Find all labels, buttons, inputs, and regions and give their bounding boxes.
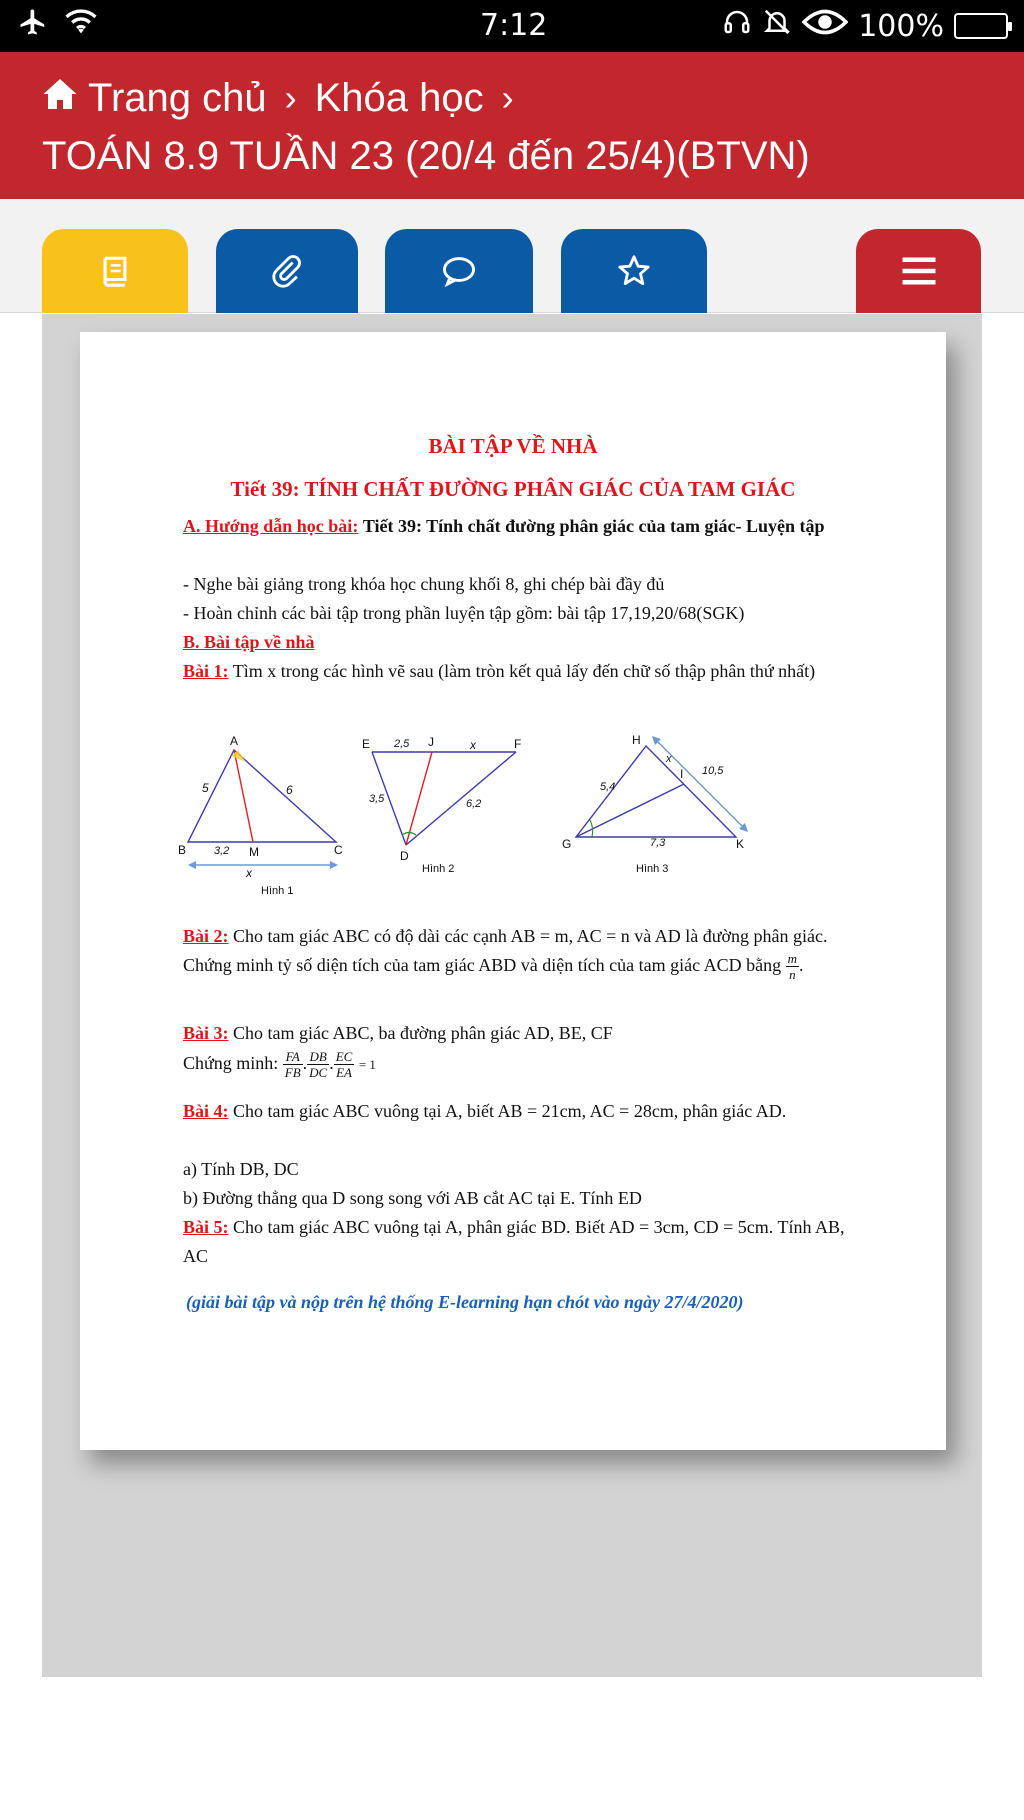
bai-3 bbox=[183, 1019, 863, 1048]
eye-icon bbox=[802, 7, 848, 45]
fig3-label-I: I bbox=[680, 767, 684, 781]
fig2-len-ej: 2,5 bbox=[394, 738, 410, 750]
fig1-len-ac: 6 bbox=[286, 783, 293, 797]
doc-title: BÀI TẬP VỀ NHÀ bbox=[428, 434, 598, 458]
tab-lesson[interactable] bbox=[42, 229, 188, 313]
bai-5 bbox=[183, 1213, 863, 1271]
fig3-len-gk: 7,3 bbox=[650, 837, 666, 849]
doc-subtitle: Tiết 39: TÍNH CHẤT ĐƯỜNG PHÂN GIÁC CỦA TAM GIÁC bbox=[230, 477, 796, 501]
fig2-label-E: E bbox=[362, 737, 371, 751]
status-bar bbox=[0, 0, 1024, 52]
fig3-len-hi: x bbox=[666, 753, 672, 765]
hamburger-icon bbox=[901, 256, 937, 286]
fig3-label-G: G bbox=[562, 837, 572, 851]
fraction-fa-fb: $\frac{FA}{FB}$ bbox=[284, 1049, 301, 1081]
headphones-icon bbox=[722, 7, 752, 45]
paperclip-icon bbox=[270, 254, 304, 288]
bai-5-label: Bài 5: bbox=[183, 1217, 229, 1237]
menu-button[interactable] bbox=[856, 229, 981, 313]
fig1-caption: Hình 1 bbox=[261, 885, 294, 897]
bai-4 bbox=[183, 1097, 863, 1126]
document-viewer[interactable] bbox=[42, 314, 982, 1677]
bai-3-label: Bài 3: bbox=[183, 1023, 229, 1043]
bai-4-b: b) Đường thẳng qua D song song với AB cắt AC tại E. Tính ED bbox=[183, 1188, 642, 1208]
bai-1-label: Bài 1: bbox=[183, 661, 229, 681]
app-header bbox=[0, 52, 1024, 199]
wifi-icon bbox=[64, 7, 98, 45]
fig3-caption: Hình 3 bbox=[636, 863, 669, 875]
fig1-x: x bbox=[246, 866, 252, 880]
geometry-figures bbox=[176, 732, 856, 912]
tab-bar bbox=[0, 199, 1024, 313]
breadcrumb-courses[interactable]: Khóa học bbox=[314, 75, 484, 120]
deadline-note: (giải bài tập và nộp trên hệ thống E-learning hạn chót vào ngày 27/4/2020) bbox=[186, 1292, 744, 1312]
fig1-label-C: C bbox=[334, 843, 343, 857]
home-icon[interactable] bbox=[42, 76, 78, 121]
section-a-text: Tiết 39: Tính chất đường phân giác của tam giác- Luyện tập bbox=[362, 516, 825, 536]
bai-2: Bài 2: Cho tam giác ABC có độ dài các cạnh AB = m, AC = n và AD là đường phân giác. Chứng minh tỷ số diện tích của tam giác ABD và diện tích của tam giác ACD bằng $\frac{m}{n}$ . bbox=[183, 926, 828, 983]
tab-favorite[interactable] bbox=[561, 229, 707, 313]
chevron-right-icon: › bbox=[284, 77, 297, 118]
bai-3-text: Cho tam giác ABC, ba đường phân giác AD, BE, CF bbox=[233, 1023, 613, 1043]
fig3-label-H: H bbox=[632, 733, 641, 747]
bai-3-proof-label: Chứng minh: bbox=[183, 1053, 279, 1073]
fig2-label-F: F bbox=[514, 737, 522, 751]
section-a bbox=[183, 512, 863, 541]
figure-3 bbox=[562, 733, 748, 875]
airplane-mode-icon bbox=[18, 7, 48, 45]
battery-icon bbox=[954, 13, 1008, 39]
book-icon bbox=[98, 254, 132, 288]
fig2-label-J: J bbox=[428, 735, 434, 749]
fig3-len-gh: 5,4 bbox=[600, 781, 616, 793]
bai-4-text: Cho tam giác ABC vuông tại A, biết AB = 21cm, AC = 28cm, phân giác AD. bbox=[233, 1101, 787, 1121]
instruction-line-1: - Nghe bài giảng trong khóa học chung khối 8, ghi chép bài đầy đủ bbox=[183, 574, 665, 594]
instruction-line-2: - Hoàn chỉnh các bài tập trong phần luyện tập gồm: bài tập 17,19,20/68(SGK) bbox=[183, 603, 745, 623]
bai-2-text: Cho tam giác ABC có độ dài các cạnh AB = m, AC = n và AD là đường phân giác. Chứng minh tỷ số diện tích của tam giác ABD và diện tích của tam giác ACD bằng bbox=[183, 926, 828, 975]
fig1-len-bm: 3,2 bbox=[214, 845, 230, 857]
section-b bbox=[183, 628, 863, 657]
tab-comments[interactable] bbox=[385, 229, 533, 313]
document-page bbox=[80, 332, 946, 1450]
battery-percent: 100% bbox=[858, 8, 944, 44]
bai-4-label: Bài 4: bbox=[183, 1101, 229, 1121]
bai-1-text: Tìm x trong các hình vẽ sau (làm tròn kết quả lấy đến chữ số thập phân thứ nhất) bbox=[232, 661, 816, 681]
bai-2-label: Bài 2: bbox=[183, 926, 229, 946]
formula-result: = 1 bbox=[358, 1057, 376, 1072]
figure-1 bbox=[178, 734, 343, 897]
fig1-label-B: B bbox=[178, 843, 187, 857]
bai-1 bbox=[183, 657, 863, 686]
fig2-len-df: 6,2 bbox=[466, 798, 482, 810]
section-a-label: A. Hướng dẫn học bài: bbox=[183, 516, 359, 536]
bai-4-a: a) Tính DB, DC bbox=[183, 1159, 299, 1179]
clock: 7:12 bbox=[480, 8, 548, 43]
fig2-label-D: D bbox=[400, 849, 409, 863]
fig3-len-ik: 10,5 bbox=[702, 765, 724, 777]
tab-attachments[interactable] bbox=[216, 229, 358, 313]
mute-bell-icon bbox=[762, 7, 792, 45]
breadcrumb-home[interactable]: Trang chủ bbox=[88, 75, 267, 120]
figure-2 bbox=[362, 735, 521, 875]
fig2-caption: Hình 2 bbox=[422, 863, 455, 875]
fig1-label-M: M bbox=[249, 845, 259, 859]
chevron-right-icon: › bbox=[501, 77, 514, 118]
page-title: TOÁN 8.9 TUẦN 23 (20/4 đến 25/4)(BTVN) bbox=[42, 134, 810, 178]
fig1-label-A: A bbox=[230, 734, 239, 748]
bai-5-text: Cho tam giác ABC vuông tại A, phân giác BD. Biết AD = 3cm, CD = 5cm. Tính AB, AC bbox=[183, 1217, 845, 1266]
bai-2-fraction: $\frac{m}{n}$ bbox=[787, 951, 798, 983]
fraction-db-dc: $\frac{DB}{DC}$ bbox=[309, 1049, 328, 1081]
fraction-ec-ea: $\frac{EC}{EA}$ bbox=[335, 1049, 353, 1081]
fig1-len-ab: 5 bbox=[202, 781, 209, 795]
fig2-len-jf: x bbox=[470, 738, 476, 752]
bai-3-proof: Chứng minh: $\frac{FA}{FB}$ . $\frac{DB}{DC}$ . $\frac{EC}{EA}$ = 1 bbox=[183, 1049, 376, 1081]
fig3-label-K: K bbox=[736, 837, 745, 851]
fig2-len-ed: 3,5 bbox=[369, 793, 385, 805]
comment-icon bbox=[441, 255, 477, 287]
star-icon bbox=[617, 254, 651, 288]
section-b-label: B. Bài tập về nhà bbox=[183, 632, 315, 652]
breadcrumb bbox=[42, 70, 532, 126]
